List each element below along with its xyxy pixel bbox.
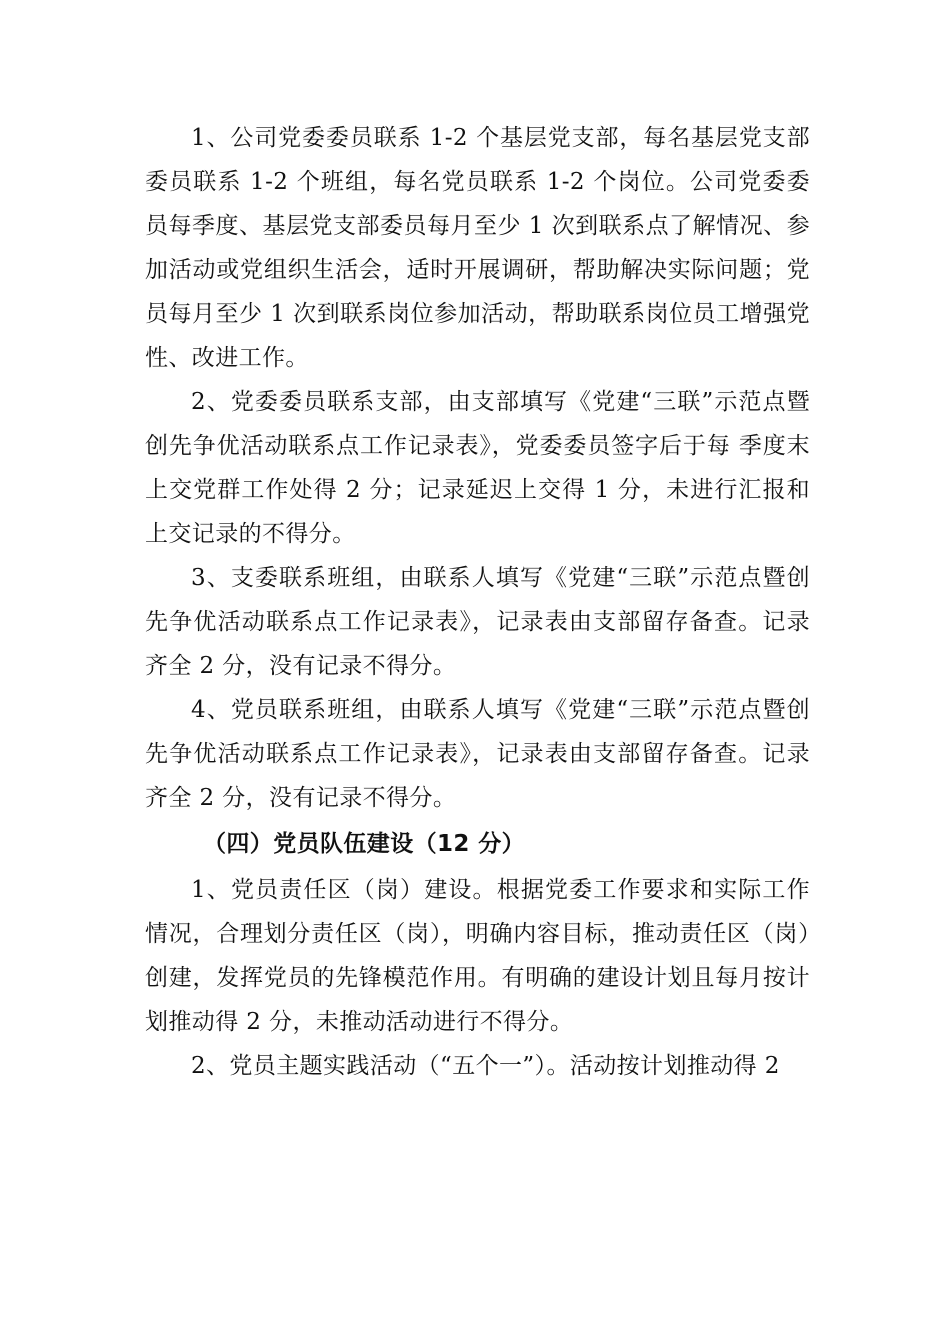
section-heading: （四）党员队伍建设（12 分） — [203, 831, 526, 857]
paragraph-theme-activity: 2、党员主题实践活动（“五个一”）。活动按计划推动得 2 — [191, 1053, 780, 1079]
document-body — [145, 116, 810, 1088]
paragraph-contact-assignment: 1、公司党委委员联系 1-2 个基层党支部，每名基层党支部委员联系 1-2 个班组，每名党员联系 1-2 个岗位。公司党委委员每季度、基层党支部委员每月至少 1 次到联系点了解情况、参加活动或党组织生活会，适时开展调研，帮助解决实际问题；党员每月至少 1 次到联系岗位参加活动，帮助联系岗位员工增强党性、改进工作。 — [145, 125, 810, 371]
paragraph-member-record: 4、党员联系班组，由联系人填写《党建“三联”示范点暨创先争优活动联系点工作记录表》，记录表由支部留存备查。记录齐全 2 分，没有记录不得分。 — [145, 697, 810, 811]
paragraph-branch-record: 3、支委联系班组，由联系人填写《党建“三联”示范点暨创先争优活动联系点工作记录表》，记录表由支部留存备查。记录齐全 2 分，没有记录不得分。 — [145, 565, 810, 679]
paragraph-committee-record: 2、党委委员联系支部，由支部填写《党建“三联”示范点暨创先争优活动联系点工作记录表》，党委委员签字后于每 季度末上交党群工作处得 2 分；记录延迟上交得 1 分，未进行汇报和上交记录的不得分。 — [145, 389, 810, 547]
paragraph-responsibility-area: 1、党员责任区（岗）建设。根据党委工作要求和实际工作情况，合理划分责任区（岗），明确内容目标，推动责任区（岗）创建，发挥党员的先锋模范作用。有明确的建设计划且每月按计划推动得 2 分，未推动活动进行不得分。 — [145, 877, 810, 1035]
